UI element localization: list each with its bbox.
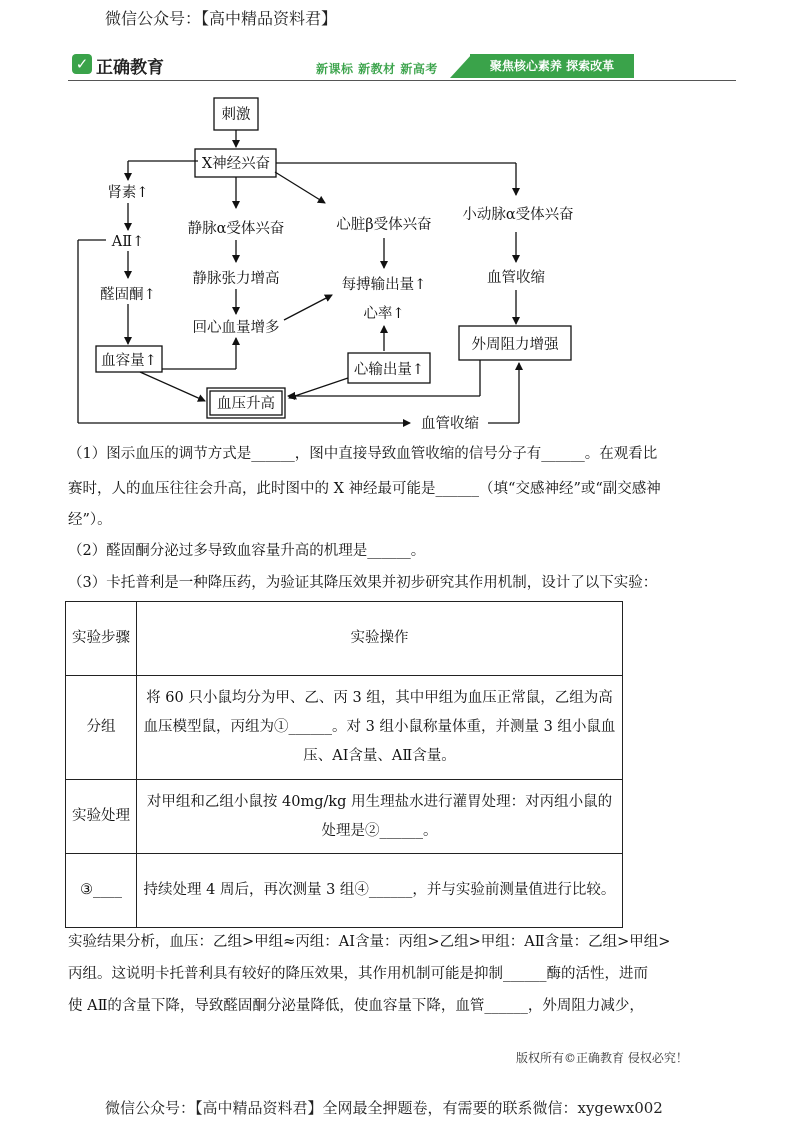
question-3: （3）卡托普利是一种降压药，为验证其降压效果并初步研究其作用机制，设计了以下实验： [68,575,658,591]
node-stimulus: 刺激 [221,107,251,123]
table-row [66,780,623,854]
copyright: 版权所有©正确教育 侵权必究！ [516,1051,688,1065]
bottom-note: 微信公众号：【高中精品资料君】全网最全押题卷，有需要的联系微信：xygewx002 [105,1099,663,1117]
row-grouping-step: 分组 [66,676,137,780]
row-treatment-step: 实验处理 [66,780,137,854]
row-treatment-operation: 对甲组和乙组小鼠按 40mg/kg 用生理盐水进行灌胃处理：对丙组小鼠的处理是②______。 [137,780,623,854]
node-vein-tension: 静脉张力增高 [192,271,280,287]
node-blood-volume: 血容量↑ [101,353,157,369]
question-2: （2）醛固酮分泌过多导致血容量升高的机理是______。 [68,543,426,559]
node-renin: 肾素↑ [107,185,149,201]
question-1-line-2: 赛时，人的血压往往会升高，此时图中的 X 神经最可能是______（填“交感神经”或“副交感神 [68,481,661,497]
top-note: 微信公众号：【高中精品资料君】 [105,9,338,28]
header-step: 实验步骤 [66,602,137,676]
node-vasoconstriction-2: 血管收缩 [421,416,479,432]
node-heart-beta: 心脏β受体兴奋 [336,217,432,233]
slogan-banner: 聚焦核心素养 探索改革 [470,54,634,78]
node-vein-alpha: 静脉α受体兴奋 [187,221,285,237]
row-measure-step: ③____ [66,854,137,928]
analysis-line-3: 使 AⅡ的含量下降，导致醛固酮分泌量降低，使血容量下降，血管______，外周阻力减少， [68,998,644,1014]
node-x-nerve: X神经兴奋 [201,156,271,172]
header-operation: 实验操作 [137,602,623,676]
node-cardiac-output: 心输出量↑ [353,362,425,378]
node-venous-return: 回心血量增多 [192,320,280,336]
table-header-row [66,602,623,676]
row-measure-operation: 持续处理 4 周后，再次测量 3 组④______，并与实验前测量值进行比较。 [137,854,623,928]
node-arteriole-alpha: 小动脉α受体兴奋 [462,207,574,223]
node-stroke-output: 每搏输出量↑ [341,277,427,293]
brand-logo-text: 正确教育 [96,58,164,78]
slogan: 新课标 新教材 新高考 [316,62,438,76]
analysis-line-2: 丙组。这说明卡托普利具有较好的降压效果，其作用机制可能是抑制______酶的活性，进而 [68,966,648,982]
row-grouping-operation: 将 60 只小鼠均分为甲、乙、丙 3 组，其中甲组为血压正常鼠，乙组为高血压模型鼠，丙组为①______。对 3 组小鼠称量体重，并测量 3 组小鼠血压、AⅠ含量、AⅡ含量。 [137,676,623,780]
node-bp-rise: 血压升高 [217,396,275,412]
question-1-line-3: 经”）。 [68,512,112,528]
node-vasoconstriction-1: 血管收缩 [487,270,545,286]
experiment-table [65,601,623,928]
check-logo-icon: ✓ [72,54,92,74]
node-a2: AⅡ↑ [111,234,145,250]
node-heart-rate: 心率↑ [363,306,405,322]
analysis-line-1: 实验结果分析，血压：乙组>甲组≈丙组：AⅠ含量：丙组>乙组>甲组：AⅡ含量：乙组>甲组> [68,934,671,950]
node-aldosterone: 醛固酮↑ [100,287,156,303]
node-peripheral-resistance: 外周阻力增强 [471,337,559,353]
bp-regulation-diagram [0,0,800,440]
question-1-line-1: （1）图示血压的调节方式是______，图中直接导致血管收缩的信号分子有______。在观看比 [68,446,658,462]
table-row [66,676,623,780]
table-row [66,854,623,928]
